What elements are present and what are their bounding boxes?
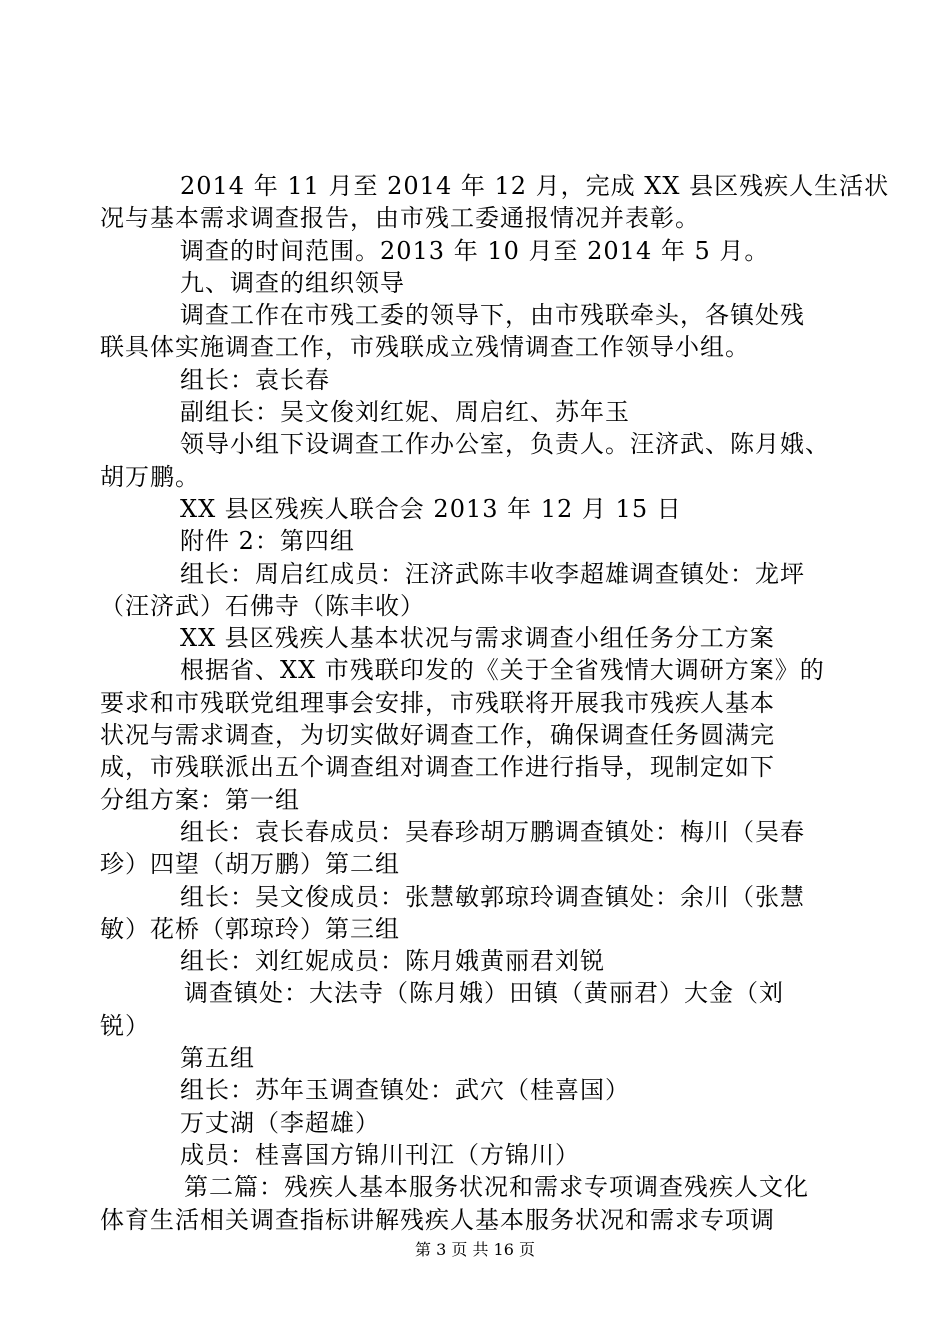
paragraph-line: 组长：周启红成员：汪济武陈丰收李超雄调查镇处：龙坪 [180,559,805,588]
paragraph-line: 万丈湖（李超雄） [180,1108,380,1137]
paragraph-line: 组长：刘红妮成员：陈月娥黄丽君刘锐 [180,947,605,976]
paragraph-line: 调查的时间范围。2013 年 10 月至 2014 年 5 月。 [180,236,770,265]
paragraph-line: 状况与需求调查，为切实做好调查工作，确保调查任务圆满完 [100,721,775,750]
paragraph-line: 根据省、XX 市残联印发的《关于全省残情大调研方案》的 [180,656,825,685]
paragraph-line: 胡万鹏。 [100,462,200,491]
section-heading: 九、调查的组织领导 [180,268,405,297]
paragraph-line: 副组长：吴文俊刘红妮、周启红、苏年玉 [180,398,630,427]
paragraph-line: 组长：苏年玉调查镇处：武穴（桂喜国） [180,1076,630,1105]
paragraph-line: 成，市残联派出五个调查组对调查工作进行指导，现制定如下 [100,753,775,782]
paragraph-line: 组长：袁长春成员：吴春珍胡万鹏调查镇处：梅川（吴春 [180,817,805,846]
paragraph-line: 况与基本需求调查报告，由市残工委通报情况并表彰。 [100,204,700,233]
paragraph-line: 第五组 [180,1044,255,1073]
paragraph-line: 敏）花桥（郭琼玲）第三组 [100,914,400,943]
paragraph-line: 第二篇：残疾人基本服务状况和需求专项调查残疾人文化 [184,1173,809,1202]
paragraph-line: 2014 年 11 月至 2014 年 12 月，完成 XX 县区残疾人生活状 [180,172,890,200]
paragraph-line: 调查镇处：大法寺（陈月娥）田镇（黄丽君）大金（刘 [184,979,784,1008]
paragraph-line: 锐） [100,1011,150,1040]
plan-title: XX 县区残疾人基本状况与需求调查小组任务分工方案 [180,624,775,653]
page-footer: 第 3 页 共 16 页 [415,1240,535,1259]
paragraph-line: 调查工作在市残工委的领导下，由市残联牵头，各镇处残 [180,301,805,330]
paragraph-line: 联具体实施调查工作，市残联成立残情调查工作领导小组。 [100,333,750,362]
paragraph-line: 体育生活相关调查指标讲解残疾人基本服务状况和需求专项调 [100,1205,775,1234]
paragraph-line: 成员：桂喜国方锦川刊江（方锦川） [180,1140,580,1169]
attachment-heading: 附件 2：第四组 [180,527,355,556]
paragraph-line: 要求和市残联党组理事会安排，市残联将开展我市残疾人基本 [100,688,775,717]
paragraph-line: 珍）四望（胡万鹏）第二组 [100,850,400,879]
paragraph-line: 组长：袁长春 [180,365,330,394]
paragraph-line: 领导小组下设调查工作办公室，负责人。汪济武、陈月娥、 [180,430,830,459]
paragraph-line: 组长：吴文俊成员：张慧敏郭琼玲调查镇处：余川（张慧 [180,882,805,911]
signature-line: XX 县区残疾人联合会 2013 年 12 月 15 日 [180,494,682,523]
paragraph-line: 分组方案：第一组 [100,785,300,814]
document-body [100,170,890,1236]
paragraph-line: （汪济武）石佛寺（陈丰收） [100,591,425,620]
